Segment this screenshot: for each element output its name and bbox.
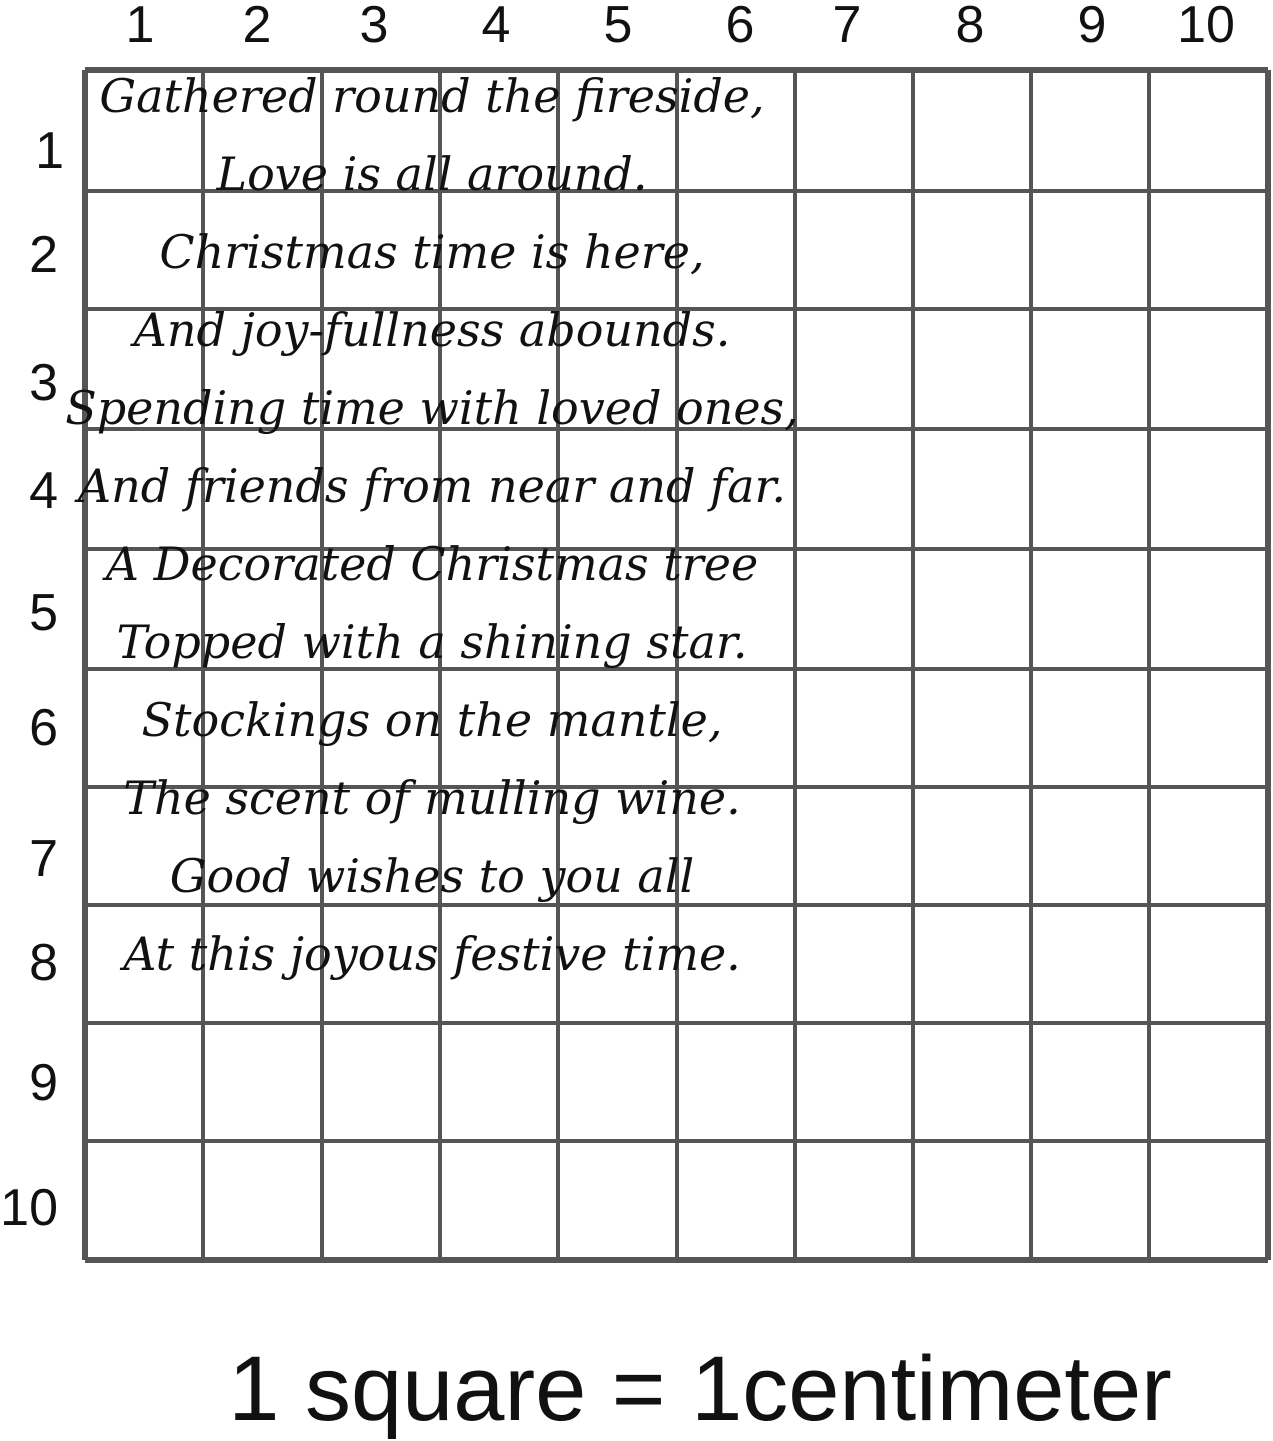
column-label: 5 — [603, 0, 633, 54]
poem-line: And joy-fullness abounds. — [133, 303, 731, 357]
row-label: 7 — [29, 830, 58, 888]
row-label: 1 — [35, 122, 64, 180]
column-label: 3 — [359, 0, 389, 54]
poem-line: Gathered round the fireside, — [99, 69, 765, 123]
row-label: 10 — [0, 1179, 58, 1237]
row-label: 5 — [29, 584, 58, 642]
column-label: 6 — [725, 0, 755, 54]
row-label: 8 — [29, 934, 58, 992]
column-label: 7 — [832, 0, 862, 54]
column-label: 9 — [1077, 0, 1107, 54]
poem-line: A Decorated Christmas tree — [105, 537, 759, 591]
column-label: 2 — [242, 0, 272, 54]
poem-line: Stockings on the mantle, — [141, 693, 723, 747]
column-label: 8 — [955, 0, 985, 54]
poem-line: The scent of mulling wine. — [123, 771, 741, 825]
poem-line: Christmas time is here, — [159, 225, 705, 279]
row-label: 2 — [29, 226, 58, 284]
column-label: 4 — [481, 0, 511, 54]
poem-line: And friends from near and far. — [77, 459, 787, 513]
row-label: 3 — [29, 354, 58, 412]
column-labels — [126, 0, 1235, 54]
poem — [65, 69, 799, 981]
row-label: 9 — [29, 1054, 58, 1112]
row-label: 4 — [29, 462, 58, 520]
scale-legend: 1 square = 1centimeter — [228, 1338, 1172, 1440]
poem-line: Love is all around. — [216, 147, 648, 201]
poem-line: Spending time with loved ones, — [65, 381, 799, 435]
column-label: 10 — [1177, 0, 1235, 54]
row-label: 6 — [29, 699, 58, 757]
row-labels — [0, 122, 64, 1237]
poem-line: At this joyous festive time. — [123, 927, 741, 981]
poem-line: Good wishes to you all — [169, 849, 695, 903]
poem-line: Topped with a shining star. — [116, 615, 748, 669]
column-label: 1 — [125, 0, 155, 54]
